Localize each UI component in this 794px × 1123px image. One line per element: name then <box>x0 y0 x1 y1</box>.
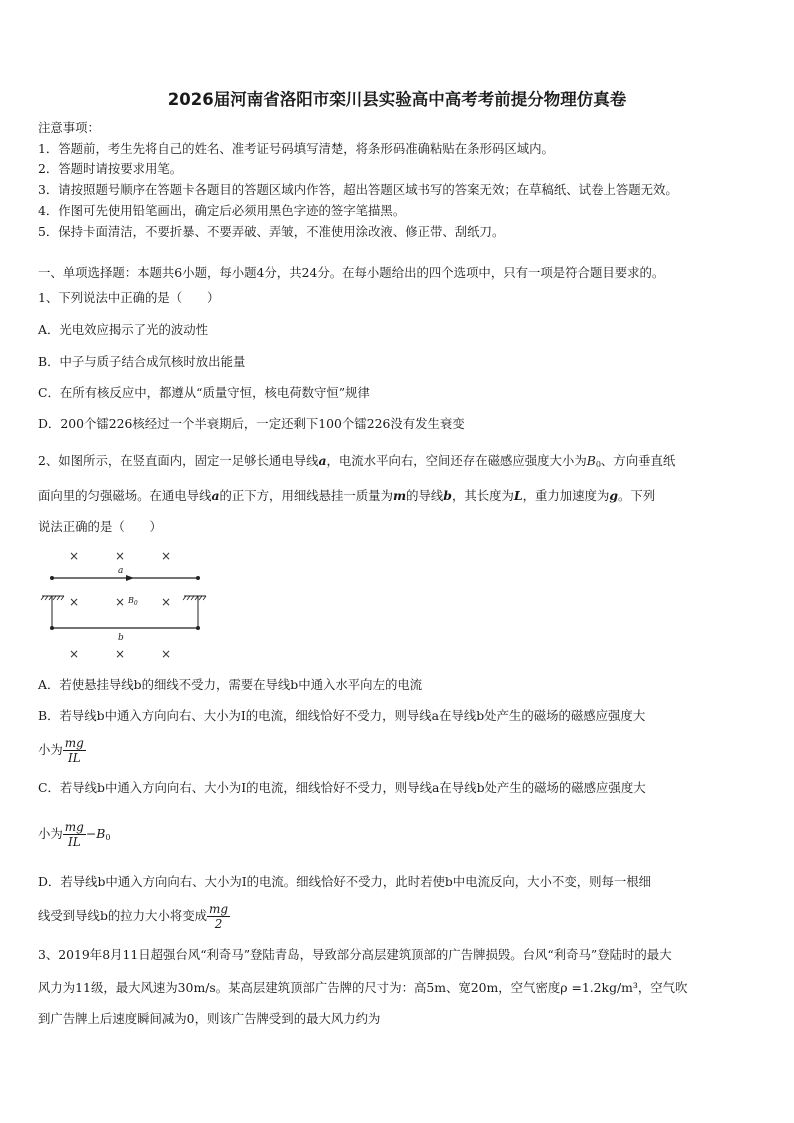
denominator: 2 <box>214 917 223 931</box>
text: 2、如图所示，在竖直面内，固定一足够长通电导线 <box>38 453 319 468</box>
cross-mark: × <box>114 595 126 609</box>
question-3-line2: 风力为11级，最大风速为30m/s。某高层建筑顶部广告牌的尺寸为：高5m、宽20m，空气密度ρ =1.2kg/m³，空气吹 <box>38 980 688 995</box>
question-2-option-d-line2 <box>38 902 230 931</box>
question-3-line1: 3、2019年8月11日超强台风“利奇马”登陆青岛，导致部分高层建筑顶部的广告牌损毁。台风“利奇马”登陆时的最大 <box>38 947 672 962</box>
cross-mark: × <box>160 647 172 661</box>
notice-item: 3．请按照题号顺序在答题卡各题目的答题区域内作答，超出答题区域书写的答案无效；在草稿纸、试卷上答题无效。 <box>38 182 678 197</box>
text: 。下列 <box>618 488 656 503</box>
label-b: b <box>118 633 124 643</box>
question-2-option-a: A．若使悬挂导线b的细线不受力，需要在导线b中通入水平向左的电流 <box>38 677 423 692</box>
question-1-stem: 1、下列说法中正确的是（ ） <box>38 290 220 305</box>
question-2-option-c-line1: C．若导线b中通入方向向右、大小为I的电流，细线恰好不受力，则导线a在导线b处产生的磁场的磁感应强度大 <box>38 780 646 795</box>
cross-mark: × <box>160 595 172 609</box>
question-2-stem-line1 <box>38 453 675 473</box>
question-3-line3: 到广告牌上后速度瞬间减为0，则该广告牌受到的最大风力约为 <box>38 1011 381 1026</box>
cross-mark: × <box>68 647 80 661</box>
numerator: mg <box>64 736 84 750</box>
var-g: g <box>609 488 619 503</box>
text: 小为 <box>38 826 63 841</box>
page-title: 2026届河南省洛阳市栾川县实验高中高考考前提分物理仿真卷 <box>167 90 627 109</box>
question-2-option-d-line1: D．若导线b中通入方向向右、大小为I的电流。细线恰好不受力，此时若使b中电流反向，大小不变，则每一根细 <box>38 874 652 889</box>
text: ，其长度为 <box>451 488 514 503</box>
label-b0 <box>127 596 138 607</box>
wire-b-end <box>50 626 54 630</box>
fraction-mg-over-il <box>63 820 86 849</box>
notice-item: 1．答题前，考生先将自己的姓名、准考证号码填写清楚，将条形码准确粘贴在条形码区域内。 <box>38 141 554 156</box>
text: ，电流水平向右，空间还存在磁感应强度大小为 <box>326 453 587 468</box>
question-2-stem-line2 <box>38 488 655 504</box>
notice-item: 5．保持卡面清洁，不要折暴、不要弄破、弄皱，不准使用涂改液、修正带、刮纸刀。 <box>38 224 505 239</box>
cross-mark: × <box>114 647 126 661</box>
text: 、方向垂直纸 <box>600 453 676 468</box>
question-2-stem-line3: 说法正确的是（ ） <box>38 519 162 534</box>
var-a: a <box>211 488 220 503</box>
notice-item: 4．作图可先使用铅笔画出，确定后必须用黑色字迹的签字笔描黑。 <box>38 203 406 218</box>
wire-b-end <box>196 626 200 630</box>
hatch-right <box>183 596 206 600</box>
numerator: mg <box>209 902 229 916</box>
cross-mark: × <box>114 549 126 563</box>
fraction-mg-over-2 <box>207 902 230 931</box>
question-1-option-c: C．在所有核反应中，都遵从“质量守恒，核电荷数守恒”规律 <box>38 385 370 400</box>
fraction-mg-over-il <box>63 736 86 765</box>
text: 小为 <box>38 742 63 757</box>
question-2-option-c-line2 <box>38 820 110 849</box>
label-b0-letter: B <box>128 596 134 605</box>
label-a: a <box>118 566 124 576</box>
text: 的正下方，用细线悬挂一质量为 <box>219 488 393 503</box>
var-a: a <box>318 453 327 468</box>
question-2-option-b-line1: B．若导线b中通入方向向右、大小为I的电流，细线恰好不受力，则导线a在导线b处产生的磁场的磁感应强度大 <box>38 708 646 723</box>
b0-sub: 0 <box>105 833 111 842</box>
text: 的导线 <box>406 488 444 503</box>
figure-svg <box>38 540 218 665</box>
denominator: IL <box>67 751 81 765</box>
minus-b0: −B <box>85 826 106 841</box>
denominator: IL <box>67 835 81 849</box>
var-b0: B <box>586 453 596 468</box>
text: 线受到导线b的拉力大小将变成 <box>38 908 208 923</box>
notice-item: 2．答题时请按要求用笔。 <box>38 161 183 176</box>
magnetic-field-figure <box>38 540 218 665</box>
var-b: b <box>443 488 452 503</box>
text: ，重力加速度为 <box>522 488 610 503</box>
numerator: mg <box>64 820 84 834</box>
cross-mark: × <box>68 595 80 609</box>
section-heading: 一、单项选择题：本题共6小题，每小题4分，共24分。在每小题给出的四个选项中，只有一项是符合题目要求的。 <box>38 265 665 280</box>
wire-a-end <box>196 576 200 580</box>
cross-mark: × <box>160 549 172 563</box>
question-1-option-d: D．200个镭226核经过一个半衰期后，一定还剩下100个镭226没有发生衰变 <box>38 416 465 431</box>
question-2-option-b-line2 <box>38 736 86 765</box>
text: 面向里的匀强磁场。在通电导线 <box>38 488 212 503</box>
notice-heading: 注意事项： <box>38 120 100 135</box>
var-m: m <box>392 488 407 503</box>
question-1-option-b: B．中子与质子结合成氘核时放出能量 <box>38 354 246 369</box>
var-b0-sub: 0 <box>595 460 601 469</box>
current-arrow-icon <box>126 575 134 581</box>
question-1-option-a: A．光电效应揭示了光的波动性 <box>38 322 209 337</box>
wire-a-end <box>50 576 54 580</box>
label-b0-sub: 0 <box>133 600 138 607</box>
cross-mark: × <box>68 549 80 563</box>
var-l: L <box>513 488 523 503</box>
